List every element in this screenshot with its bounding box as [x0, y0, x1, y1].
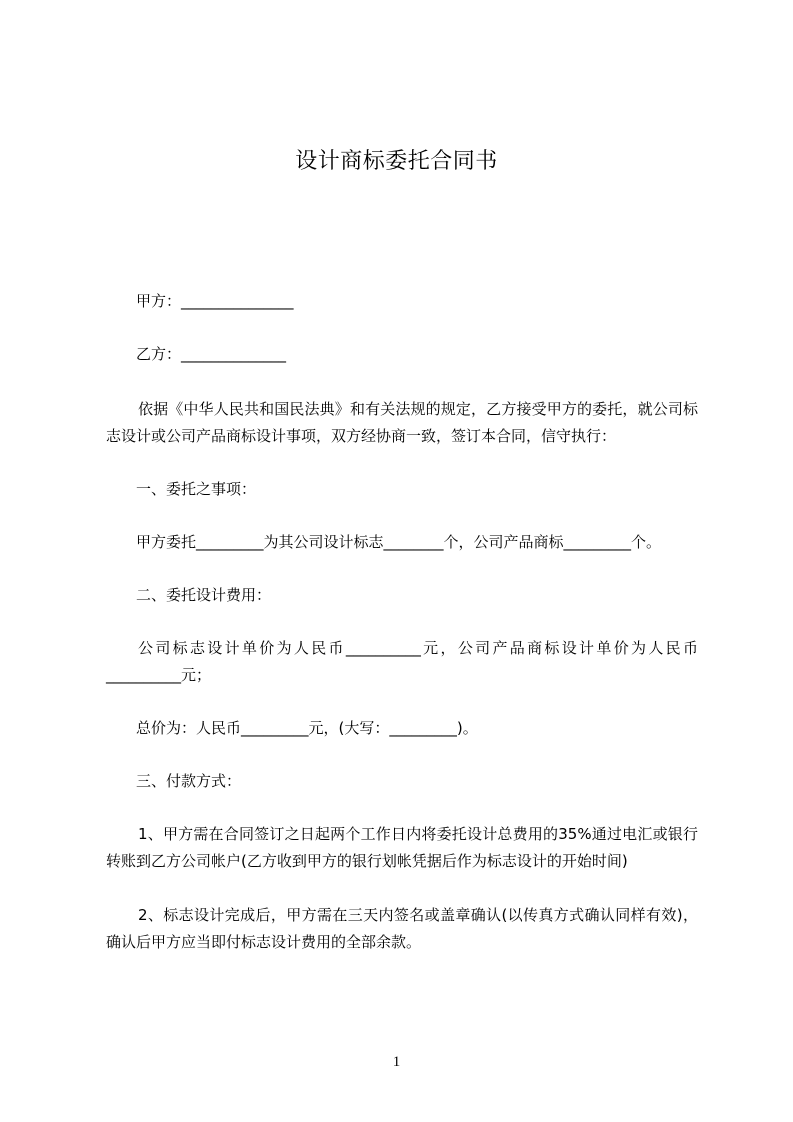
section-3-item-2: 2、标志设计完成后，甲方需在三天内签名或盖章确认(以传真方式确认同样有效)，确认后甲方应当即付标志设计费用的全部余款。 [106, 906, 698, 951]
party-a-line: 甲方：_______________ [136, 292, 294, 310]
page-number: 1 [392, 1054, 401, 1070]
section-3-item-1: 1、甲方需在合同签订之日起两个工作日内将委托设计总费用的35%通过电汇或银行转账到乙方公司帐户(乙方收到甲方的银行划帐凭据后作为标志设计的开始时间) [106, 825, 698, 870]
section-1-body: 甲方委托_________为其公司设计标志________个，公司产品商标_________个。 [136, 533, 662, 551]
section-2-heading: 二、委托设计费用： [136, 586, 272, 604]
section-2-unit-price: 公司标志设计单价为人民币__________元，公司产品商标设计单价为人民币__________元； [106, 639, 698, 684]
section-2-total: 总价为：人民币_________元，(大写：_________)。 [136, 719, 478, 737]
party-b-line: 乙方：______________ [136, 345, 287, 363]
section-3-heading: 三、付款方式： [136, 772, 242, 790]
intro-paragraph: 依据《中华人民共和国民法典》和有关法规的规定，乙方接受甲方的委托，就公司标志设计或公司产品商标设计事项，双方经协商一致，签订本合同，信守执行： [106, 400, 698, 445]
section-1-heading: 一、委托之事项： [136, 480, 257, 498]
document-title: 设计商标委托合同书 [295, 149, 498, 174]
